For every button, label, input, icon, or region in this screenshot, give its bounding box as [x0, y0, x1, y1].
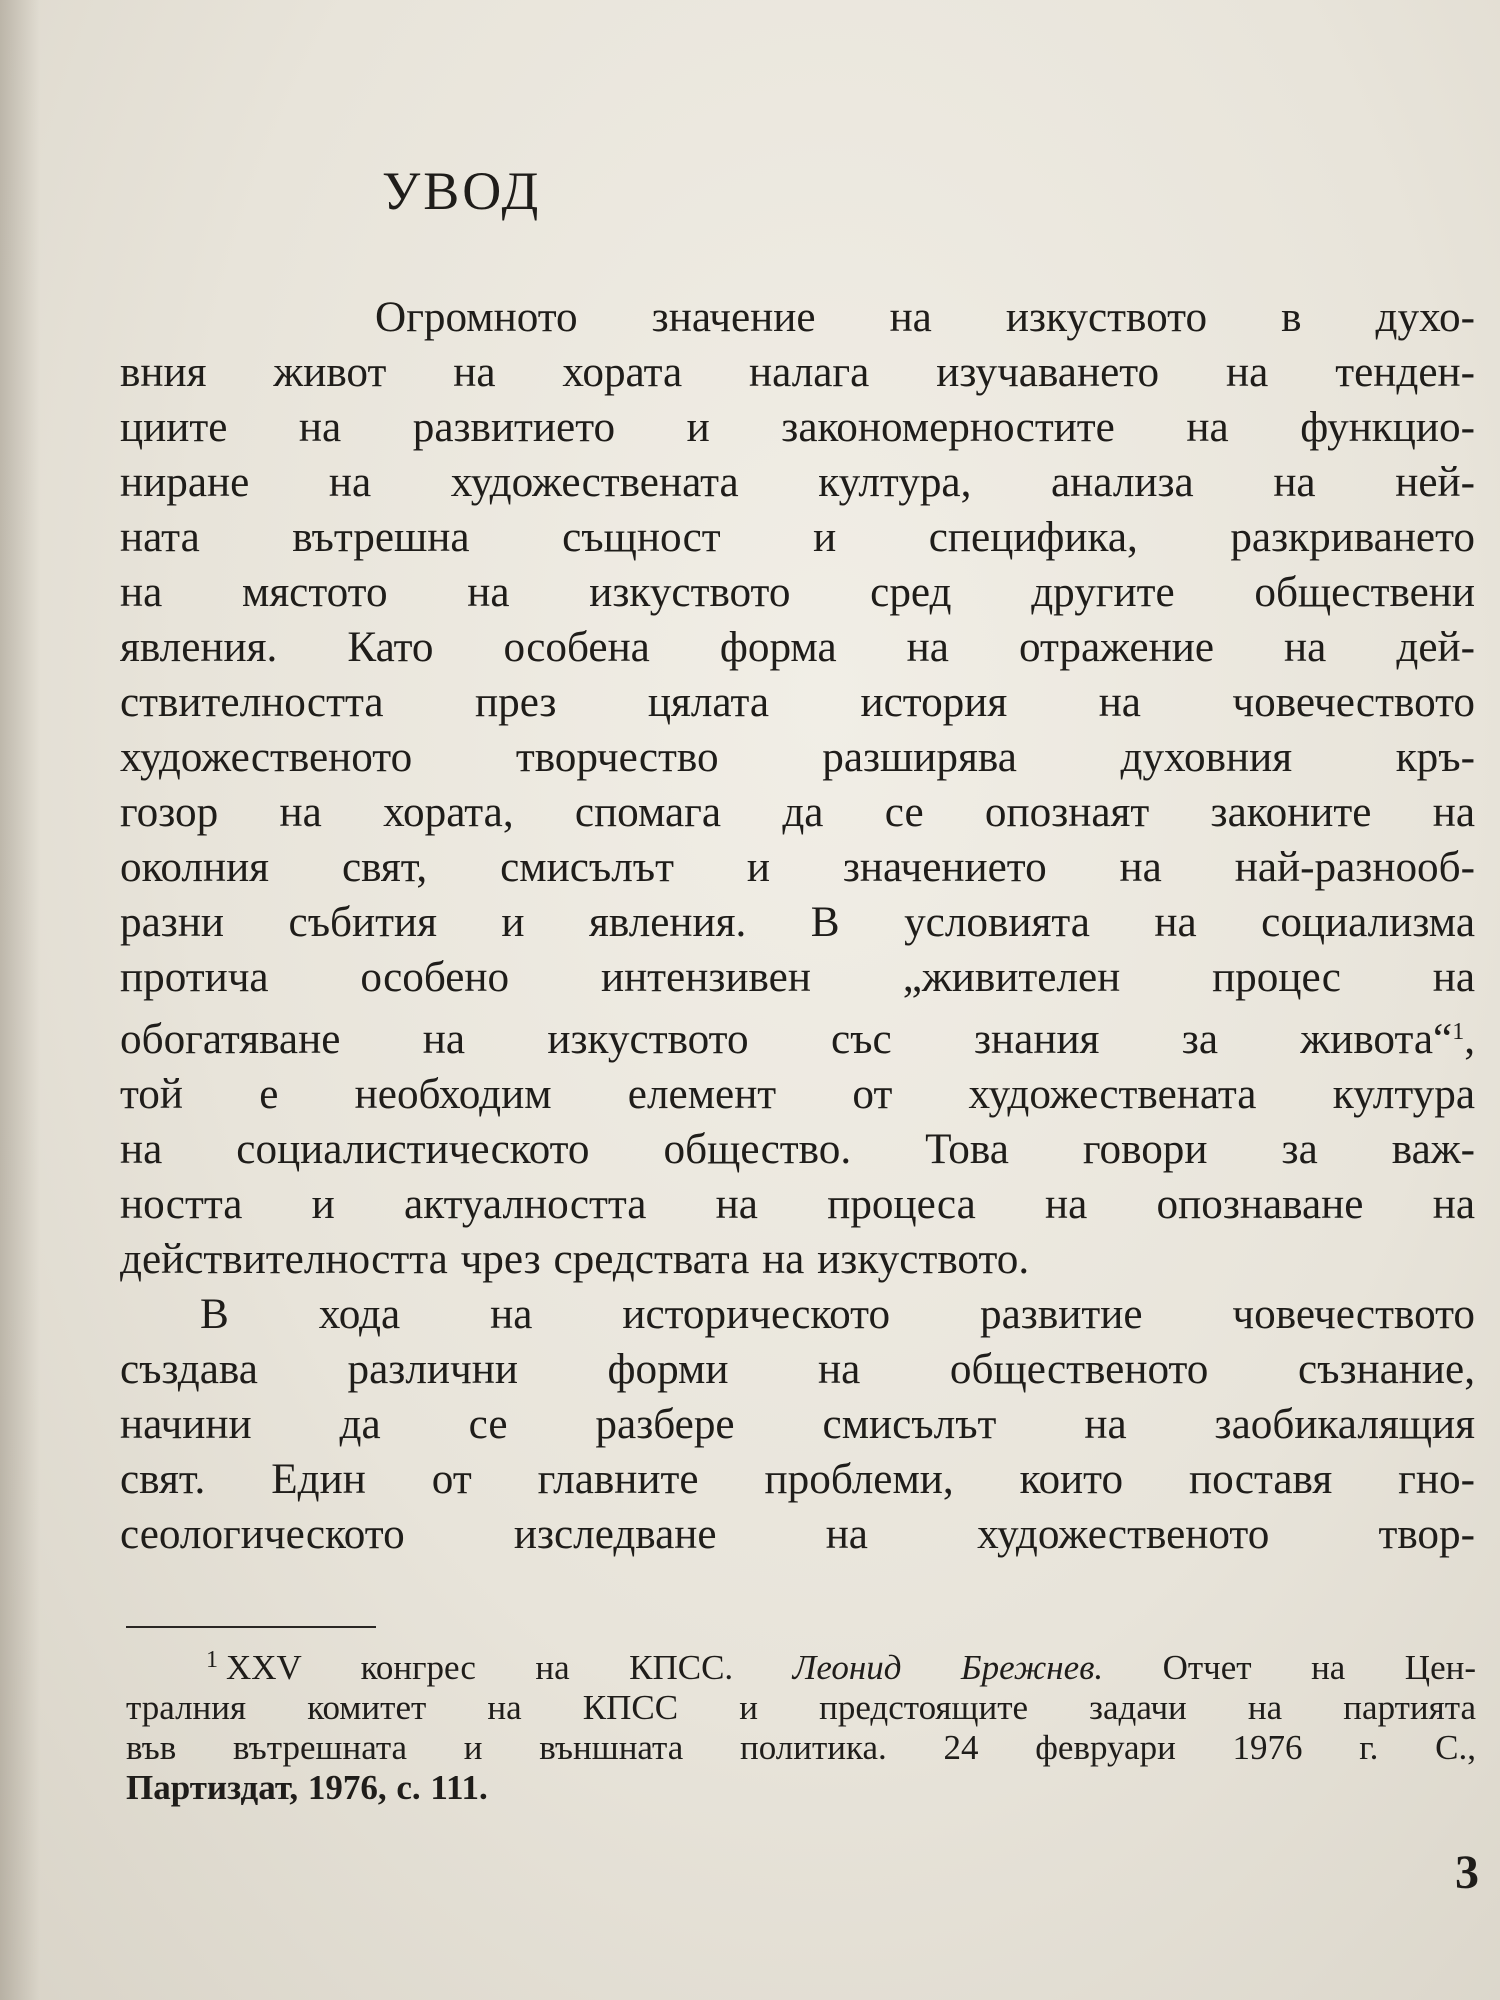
footnote-line: тралния комитет на КПСС и предстоящите задачи на партията	[126, 1688, 1476, 1727]
text-line: вния живот на хората налага изучаването на тенден-	[120, 349, 1475, 396]
text-line: циите на развитието и закономерностите на функцио-	[120, 404, 1475, 451]
footnote-text: Отчет на Цен-	[1103, 1648, 1476, 1687]
text-line: ствителността през цялата история на човечеството	[120, 679, 1475, 726]
footnote-section	[126, 1640, 1476, 1808]
text-line: сеологическото изследване на художественото твор-	[120, 1511, 1475, 1558]
text-line: начини да се разбере смисълът на заобикалящия	[120, 1401, 1475, 1448]
footnote-text: XXV конгрес на КПСС.	[226, 1648, 793, 1687]
text-line: ността и актуалността на процеса на опознаване на	[120, 1181, 1475, 1228]
text-line: протича особено интензивен „живителен процес на	[120, 954, 1475, 1001]
text-line: на социалистическото общество. Това говори за важ-	[120, 1126, 1475, 1173]
book-page	[120, 150, 1479, 1970]
text-line: гозор на хората, спомага да се опознаят законите на	[120, 789, 1475, 836]
text-line: В хода на историческото развитие човечеството	[200, 1291, 1475, 1338]
footnote-line	[126, 1640, 1476, 1688]
text-line: създава различни форми на общественото съзнание,	[120, 1346, 1475, 1393]
text-line: художественото творчество разширява духовния кръ-	[120, 734, 1475, 781]
text-line: ниране на художествената култура, анализа на ней-	[120, 459, 1475, 506]
paragraph-1	[120, 290, 1475, 1287]
text-line: свят. Един от главните проблеми, които поставя гно-	[120, 1456, 1475, 1503]
text-fragment: ,	[1464, 1016, 1475, 1063]
footnote-author: Леонид Брежнев.	[792, 1648, 1104, 1687]
paragraph-2	[120, 1287, 1475, 1562]
footnote-reference[interactable]: 1	[1452, 1019, 1465, 1045]
footnote-separator	[126, 1626, 376, 1628]
text-line: на мястото на изкуството сред другите обществени	[120, 569, 1475, 616]
text-line: Огромното значение на изкуството в духо-	[375, 294, 1475, 341]
footnote-line: във вътрешната и външната политика. 24 февруари 1976 г. С.,	[126, 1728, 1476, 1767]
text-line-with-footnote-ref	[120, 1005, 1475, 1067]
text-line: ната вътрешна същност и специфика, разкриването	[120, 514, 1475, 561]
footnote-line: Партиздат, 1976, с. 111.	[126, 1768, 488, 1807]
text-line: действителността чрез средствата на изкуството.	[120, 1236, 1030, 1283]
text-line: околния свят, смисълът и значението на най-разнооб-	[120, 844, 1475, 891]
chapter-heading: УВОД	[382, 161, 542, 221]
page-number: 3	[1455, 1846, 1479, 1899]
text-line: разни събития и явления. В условията на социализма	[120, 899, 1475, 946]
text-line: явления. Като особена форма на отражение на дей-	[120, 624, 1475, 671]
text-fragment: обогатяване на изкуството със знания за живота“	[120, 1016, 1453, 1063]
text-line: той е необходим елемент от художествената култура	[120, 1071, 1475, 1118]
body-text	[120, 290, 1475, 1562]
footnote-number: 1	[206, 1647, 218, 1673]
page-gutter-shadow	[0, 0, 40, 2000]
